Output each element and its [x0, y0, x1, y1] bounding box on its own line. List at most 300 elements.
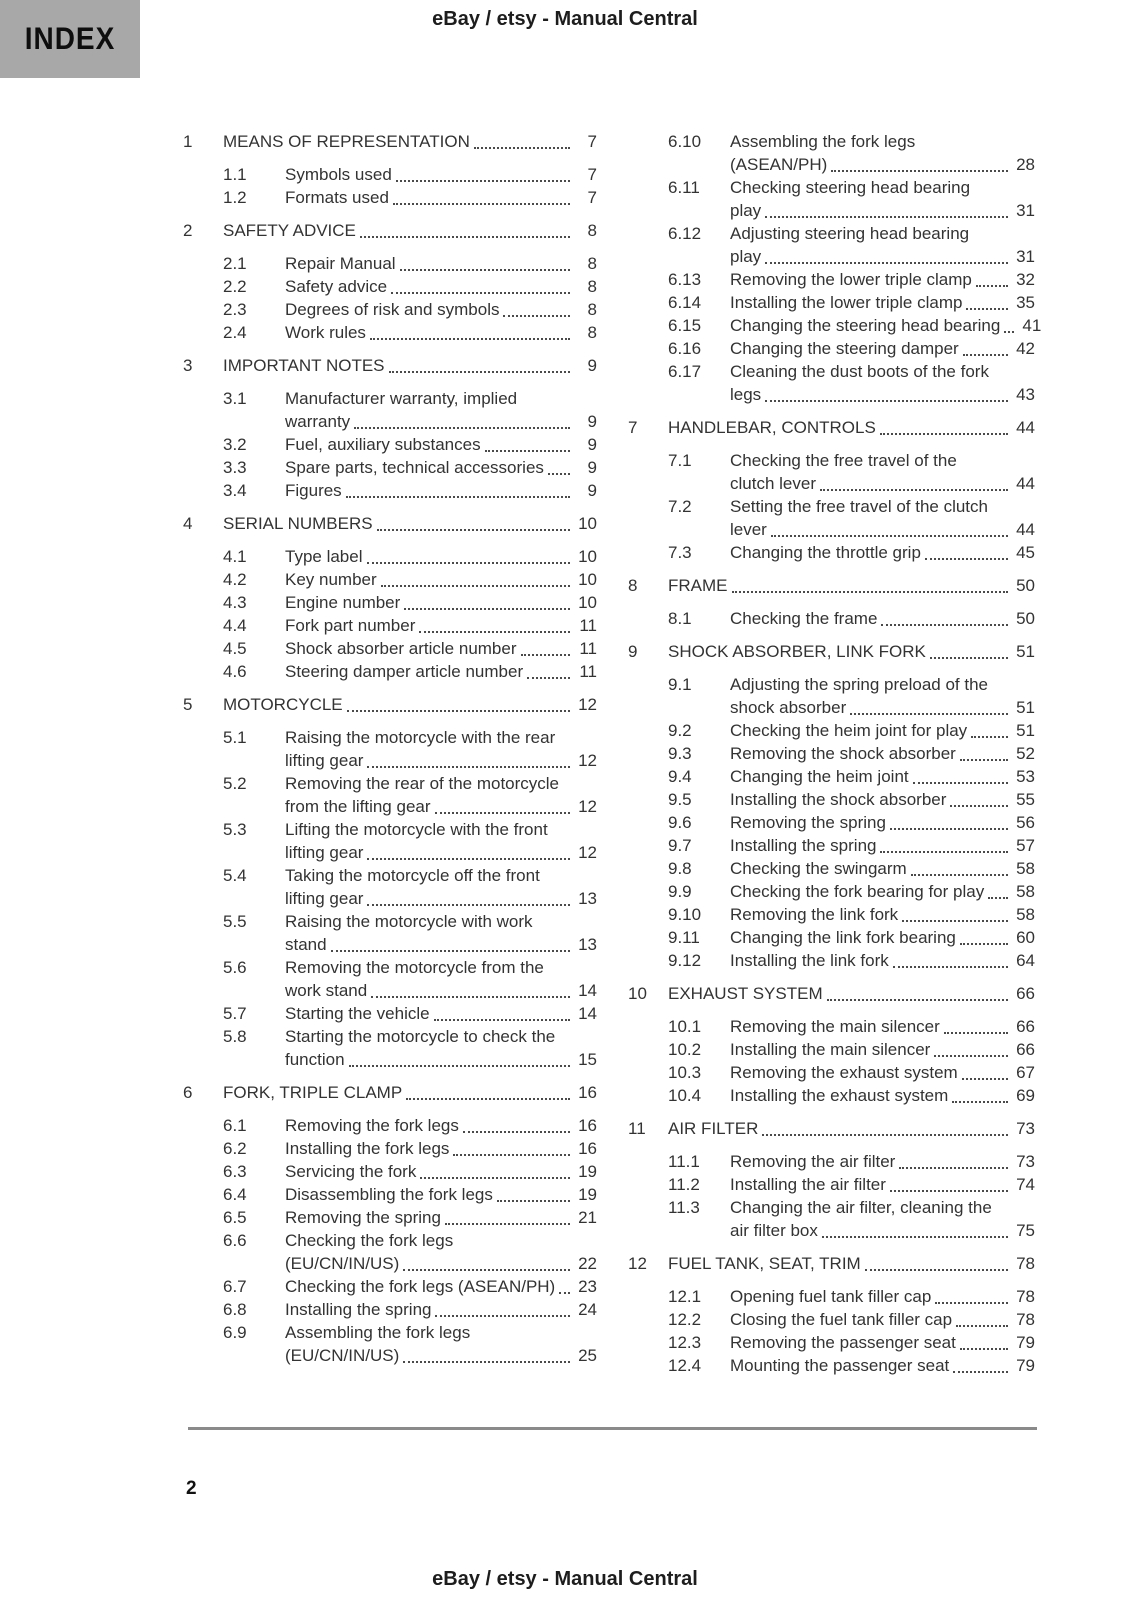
dot-leader	[820, 472, 1008, 491]
entry-number: 5.6	[223, 958, 247, 977]
toc-entry	[668, 1308, 1035, 1331]
dot-leader	[771, 518, 1008, 537]
toc-entry	[668, 673, 1035, 719]
dot-leader	[474, 130, 570, 149]
entry-number: 9.5	[668, 790, 692, 809]
entry-page: 7	[587, 165, 597, 184]
entry-title: MEANS OF REPRESENTATION	[223, 132, 470, 151]
entry-number: 6.1	[223, 1116, 247, 1135]
toc-entry	[223, 479, 597, 502]
entry-page: 14	[578, 981, 597, 1000]
entry-title: Key number	[285, 570, 377, 589]
entry-page: 66	[1016, 1040, 1035, 1059]
dot-leader	[548, 456, 570, 475]
entry-page: 24	[578, 1300, 597, 1319]
entry-title: Raising the motorcycle with work	[285, 912, 533, 931]
entry-page: 13	[578, 889, 597, 908]
entry-title: Type label	[285, 547, 363, 566]
toc-entry	[223, 568, 597, 591]
entry-title: legs	[730, 385, 762, 404]
entry-number: 12.1	[668, 1287, 702, 1306]
entry-title: warranty	[285, 412, 351, 431]
entry-number: 10.3	[668, 1063, 702, 1082]
toc-entry	[668, 1061, 1035, 1084]
entry-page: 31	[1016, 247, 1035, 266]
dot-leader	[497, 1183, 570, 1202]
entry-number: 5.2	[223, 774, 247, 793]
dot-leader	[988, 880, 1008, 899]
entry-number: 6.9	[223, 1323, 247, 1342]
toc-entry	[668, 607, 1035, 630]
entry-number: 10.1	[668, 1017, 702, 1036]
toc-entry	[223, 1229, 597, 1275]
entry-number: 9.6	[668, 813, 692, 832]
entry-page: 58	[1016, 905, 1035, 924]
entry-title: Checking the fork legs	[285, 1231, 454, 1250]
toc-entry	[223, 660, 597, 683]
toc-entry	[223, 1298, 597, 1321]
entry-title: lifting gear	[285, 751, 364, 770]
toc-entry	[628, 640, 1035, 663]
dot-leader	[367, 545, 571, 564]
dot-leader	[527, 660, 570, 679]
entry-title: Servicing the fork	[285, 1162, 417, 1181]
dot-leader	[960, 1331, 1008, 1350]
entry-page: 35	[1016, 293, 1035, 312]
entry-title: FRAME	[668, 576, 728, 595]
dot-leader	[406, 1081, 570, 1100]
dot-leader	[952, 1084, 1008, 1103]
entry-title: Removing the motorcycle from the	[285, 958, 544, 977]
entry-page: 8	[587, 221, 597, 240]
toc-entry	[668, 1196, 1035, 1242]
entry-title: SHOCK ABSORBER, LINK FORK	[668, 642, 926, 661]
toc-entry	[668, 449, 1035, 495]
entry-number: 2.3	[223, 300, 247, 319]
dot-leader	[453, 1137, 570, 1156]
entry-title: Removing the shock absorber	[730, 744, 956, 763]
toc-entry	[668, 176, 1035, 222]
entry-title: Removing the air filter	[730, 1152, 896, 1171]
toc-entry	[223, 545, 597, 568]
entry-number: 6.8	[223, 1300, 247, 1319]
entry-page: 60	[1016, 928, 1035, 947]
entry-title: Checking the fork legs (ASEAN/PH)	[285, 1277, 556, 1296]
entry-title: AIR FILTER	[668, 1119, 759, 1138]
toc-entry	[668, 1354, 1035, 1377]
entry-title: Checking the heim joint for play	[730, 721, 968, 740]
dot-leader	[485, 433, 570, 452]
entry-number: 5.4	[223, 866, 247, 885]
entry-title: play	[730, 247, 762, 266]
toc-entry	[223, 163, 597, 186]
entry-title: Removing the spring	[730, 813, 886, 832]
toc-entry	[223, 1183, 597, 1206]
entry-title: Removing the exhaust system	[730, 1063, 958, 1082]
entry-page: 44	[1016, 418, 1035, 437]
dot-leader	[962, 1061, 1008, 1080]
entry-number: 12.4	[668, 1356, 702, 1375]
entry-page: 50	[1016, 576, 1035, 595]
entry-title: Symbols used	[285, 165, 392, 184]
entry-page: 66	[1016, 984, 1035, 1003]
entry-title: lever	[730, 520, 767, 539]
entry-title: Removing the spring	[285, 1208, 441, 1227]
entry-title: Cleaning the dust boots of the fork	[730, 362, 989, 381]
entry-number: 9.12	[668, 951, 702, 970]
dot-leader	[976, 268, 1008, 287]
entry-number: 11	[628, 1119, 646, 1138]
toc-entry	[628, 574, 1035, 597]
entry-number: 2.2	[223, 277, 247, 296]
entry-page: 74	[1016, 1175, 1035, 1194]
toc-entry	[668, 360, 1035, 406]
entry-number: 4.4	[223, 616, 247, 635]
entry-number: 9.1	[668, 675, 692, 694]
dot-leader	[893, 949, 1008, 968]
entry-number: 7.1	[668, 451, 692, 470]
entry-number: 4.6	[223, 662, 247, 681]
toc-entry	[223, 433, 597, 456]
dot-leader	[367, 887, 570, 906]
dot-leader	[370, 321, 570, 340]
entry-page: 51	[1016, 698, 1035, 717]
toc-entry	[223, 321, 597, 344]
entry-page: 32	[1016, 270, 1035, 289]
toc-entry	[223, 591, 597, 614]
entry-page: 45	[1016, 543, 1035, 562]
entry-page: 9	[587, 412, 597, 431]
dot-leader	[899, 1150, 1008, 1169]
entry-title: shock absorber	[730, 698, 847, 717]
dot-leader	[881, 607, 1008, 626]
entry-page: 8	[587, 254, 597, 273]
dot-leader	[765, 245, 1008, 264]
dot-leader	[762, 1117, 1008, 1136]
entry-title: Installing the exhaust system	[730, 1086, 949, 1105]
entry-number: 9.10	[668, 905, 702, 924]
entry-number: 11.1	[668, 1152, 700, 1171]
toc-entry	[668, 541, 1035, 564]
entry-number: 6.17	[668, 362, 702, 381]
entry-page: 14	[578, 1004, 597, 1023]
toc-entry	[223, 1275, 597, 1298]
dot-leader	[966, 291, 1008, 310]
toc-entry	[223, 1321, 597, 1367]
entry-title: from the lifting gear	[285, 797, 431, 816]
entry-number: 12	[628, 1254, 647, 1273]
dot-leader	[381, 568, 570, 587]
entry-number: 10.2	[668, 1040, 702, 1059]
toc-entry	[223, 614, 597, 637]
entry-number: 12.3	[668, 1333, 702, 1352]
toc-entry	[223, 818, 597, 864]
toc-entry	[668, 1084, 1035, 1107]
dot-leader	[435, 1298, 570, 1317]
dot-leader	[435, 795, 570, 814]
toc-entry	[223, 1025, 597, 1071]
entry-page: 50	[1016, 609, 1035, 628]
entry-page: 73	[1016, 1152, 1035, 1171]
entry-page: 51	[1016, 721, 1035, 740]
dot-leader	[419, 614, 570, 633]
toc-entry	[223, 387, 597, 433]
toc-entry	[223, 956, 597, 1002]
entry-title: Installing the spring	[730, 836, 877, 855]
entry-number: 4.1	[223, 547, 247, 566]
toc-entry	[183, 219, 597, 242]
entry-title: Work rules	[285, 323, 366, 342]
entry-number: 5.3	[223, 820, 247, 839]
entry-number: 12.2	[668, 1310, 702, 1329]
entry-title: Removing the lower triple clamp	[730, 270, 972, 289]
dot-leader	[732, 574, 1009, 593]
entry-title: air filter box	[730, 1221, 818, 1240]
dot-leader	[396, 163, 570, 182]
dot-leader	[521, 637, 570, 656]
toc-entry	[223, 726, 597, 772]
entry-page: 12	[578, 751, 597, 770]
entry-title: Starting the vehicle	[285, 1004, 430, 1023]
entry-number: 2.1	[223, 254, 247, 273]
dot-leader	[822, 1219, 1008, 1238]
entry-title: function	[285, 1050, 345, 1069]
toc-entry	[668, 1331, 1035, 1354]
dot-leader	[371, 979, 570, 998]
dot-leader	[349, 1048, 570, 1067]
dot-leader	[890, 1173, 1008, 1192]
entry-page: 11	[579, 616, 597, 635]
entry-page: 10	[578, 547, 597, 566]
entry-page: 25	[578, 1346, 597, 1365]
dot-leader	[503, 298, 570, 317]
entry-title: lifting gear	[285, 889, 364, 908]
entry-title: Installing the shock absorber	[730, 790, 947, 809]
entry-page: 78	[1016, 1254, 1035, 1273]
toc-entry	[223, 1206, 597, 1229]
entry-title: Adjusting steering head bearing	[730, 224, 970, 243]
entry-page: 69	[1016, 1086, 1035, 1105]
entry-title: work stand	[285, 981, 368, 1000]
entry-title: Engine number	[285, 593, 401, 612]
entry-title: Assembling the fork legs	[730, 132, 916, 151]
entry-page: 79	[1016, 1356, 1035, 1375]
entry-title: Removing the passenger seat	[730, 1333, 956, 1352]
entry-page: 78	[1016, 1310, 1035, 1329]
dot-leader	[403, 1252, 570, 1271]
entry-number: 9.2	[668, 721, 692, 740]
entry-page: 44	[1016, 474, 1035, 493]
entry-page: 8	[587, 323, 597, 342]
toc-entry	[668, 495, 1035, 541]
toc-entry	[223, 1002, 597, 1025]
entry-title: Spare parts, technical accessories	[285, 458, 544, 477]
entry-title: Adjusting the spring preload of the	[730, 675, 989, 694]
entry-page: 19	[578, 1185, 597, 1204]
entry-page: 58	[1016, 882, 1035, 901]
entry-title: Changing the steering head bearing	[730, 316, 1001, 335]
entry-title: Changing the steering damper	[730, 339, 959, 358]
entry-number: 3.3	[223, 458, 247, 477]
entry-title: Changing the air filter, cleaning the	[730, 1198, 992, 1217]
entry-page: 10	[578, 593, 597, 612]
entry-number: 6.2	[223, 1139, 247, 1158]
entry-page: 12	[578, 797, 597, 816]
entry-page: 53	[1016, 767, 1035, 786]
entry-title: Starting the motorcycle to check the	[285, 1027, 556, 1046]
entry-title: Installing the lower triple clamp	[730, 293, 963, 312]
entry-number: 9.4	[668, 767, 692, 786]
entry-number: 10.4	[668, 1086, 702, 1105]
entry-number: 6.3	[223, 1162, 247, 1181]
entry-title: (ASEAN/PH)	[730, 155, 828, 174]
entry-page: 19	[578, 1162, 597, 1181]
entry-page: 16	[578, 1083, 597, 1102]
toc-entry	[183, 512, 597, 535]
entry-page: 12	[578, 695, 597, 714]
toc-entry	[223, 864, 597, 910]
entry-title: Degrees of risk and symbols	[285, 300, 500, 319]
entry-number: 5.8	[223, 1027, 247, 1046]
entry-number: 4.5	[223, 639, 247, 658]
entry-title: SERIAL NUMBERS	[223, 514, 373, 533]
toc-entry	[223, 910, 597, 956]
entry-page: 7	[587, 132, 597, 151]
toc-entry	[668, 788, 1035, 811]
dot-leader	[960, 926, 1008, 945]
dot-leader	[463, 1114, 570, 1133]
toc-entry	[183, 693, 597, 716]
entry-page: 78	[1016, 1287, 1035, 1306]
entry-number: 9.9	[668, 882, 692, 901]
toc-entry	[668, 1173, 1035, 1196]
dot-leader	[934, 1038, 1008, 1057]
entry-number: 1.2	[223, 188, 247, 207]
toc-entry	[668, 1015, 1035, 1038]
dot-leader	[880, 416, 1008, 435]
entry-title: Installing the fork legs	[285, 1139, 450, 1158]
dot-leader	[377, 512, 570, 531]
dot-leader	[434, 1002, 570, 1021]
entry-title: Fork part number	[285, 616, 416, 635]
entry-number: 6.16	[668, 339, 702, 358]
toc-entry	[628, 982, 1035, 1005]
entry-title: Installing the main silencer	[730, 1040, 931, 1059]
dot-leader	[404, 591, 570, 610]
entry-title: (EU/CN/IN/US)	[285, 1346, 400, 1365]
dot-leader	[445, 1206, 570, 1225]
toc-entry	[668, 1038, 1035, 1061]
entry-title: MOTORCYCLE	[223, 695, 343, 714]
entry-number: 9	[628, 642, 638, 661]
dot-leader	[953, 1354, 1008, 1373]
dot-leader	[831, 153, 1008, 172]
dot-leader	[960, 742, 1008, 761]
entry-title: Checking the frame	[730, 609, 878, 628]
entry-number: 3	[183, 356, 193, 375]
toc-entry	[668, 857, 1035, 880]
entry-title: Setting the free travel of the clutch	[730, 497, 988, 516]
dot-leader	[391, 275, 570, 294]
entry-number: 8	[628, 576, 638, 595]
dot-leader	[360, 219, 570, 238]
dot-leader	[880, 834, 1008, 853]
entry-number: 6.14	[668, 293, 702, 312]
dot-leader	[902, 903, 1008, 922]
entry-title: Mounting the passenger seat	[730, 1356, 950, 1375]
entry-page: 8	[587, 300, 597, 319]
entry-number: 6.4	[223, 1185, 247, 1204]
entry-number: 4.2	[223, 570, 247, 589]
entry-number: 5	[183, 695, 193, 714]
entry-number: 6.11	[668, 178, 700, 197]
entry-title: Raising the motorcycle with the rear	[285, 728, 556, 747]
entry-title: Manufacturer warranty, implied	[285, 389, 518, 408]
entry-title: Assembling the fork legs	[285, 1323, 471, 1342]
dot-leader	[400, 252, 570, 271]
entry-page: 21	[578, 1208, 597, 1227]
dot-leader	[971, 719, 1008, 738]
toc-entry	[183, 1081, 597, 1104]
entry-page: 11	[579, 662, 597, 681]
entry-number: 7.2	[668, 497, 692, 516]
dot-leader	[827, 982, 1008, 1001]
toc-entry	[628, 1252, 1035, 1275]
toc-right-column	[628, 130, 1042, 1377]
toc-left-column	[183, 130, 597, 1367]
entry-page: 9	[587, 458, 597, 477]
entry-page: 31	[1016, 201, 1035, 220]
entry-number: 3.2	[223, 435, 247, 454]
entry-title: Shock absorber article number	[285, 639, 517, 658]
entry-number: 10	[628, 984, 647, 1003]
toc-entry	[668, 337, 1035, 360]
entry-title: EXHAUST SYSTEM	[668, 984, 823, 1003]
dot-leader	[367, 841, 570, 860]
entry-page: 7	[587, 188, 597, 207]
entry-title: Removing the rear of the motorcycle	[285, 774, 560, 793]
entry-title: Changing the throttle grip	[730, 543, 921, 562]
dot-leader	[944, 1015, 1008, 1034]
entry-title: Checking the free travel of the	[730, 451, 957, 470]
entry-page: 10	[578, 570, 597, 589]
toc-entry	[668, 1285, 1035, 1308]
entry-number: 5.1	[223, 728, 247, 747]
document-title-header: eBay / etsy - Manual Central	[432, 8, 698, 30]
entry-number: 7.3	[668, 543, 692, 562]
dot-leader	[393, 186, 570, 205]
toc-entry	[183, 354, 597, 377]
toc-entry	[668, 314, 1042, 337]
entry-title: lifting gear	[285, 843, 364, 862]
toc-entry	[223, 186, 597, 209]
dot-leader	[925, 541, 1008, 560]
toc-entry	[223, 1114, 597, 1137]
entry-page: 22	[578, 1254, 597, 1273]
entry-number: 5.7	[223, 1004, 247, 1023]
entry-title: HANDLEBAR, CONTROLS	[668, 418, 876, 437]
dot-leader	[765, 383, 1008, 402]
entry-title: Checking steering head bearing	[730, 178, 971, 197]
toc-entry	[668, 926, 1035, 949]
page-number: 2	[186, 1478, 197, 1499]
toc-entry	[668, 130, 1035, 176]
entry-number: 2	[183, 221, 193, 240]
entry-number: 6.7	[223, 1277, 247, 1296]
toc-entry	[668, 742, 1035, 765]
entry-title: Removing the link fork	[730, 905, 899, 924]
toc-entry	[223, 252, 597, 275]
